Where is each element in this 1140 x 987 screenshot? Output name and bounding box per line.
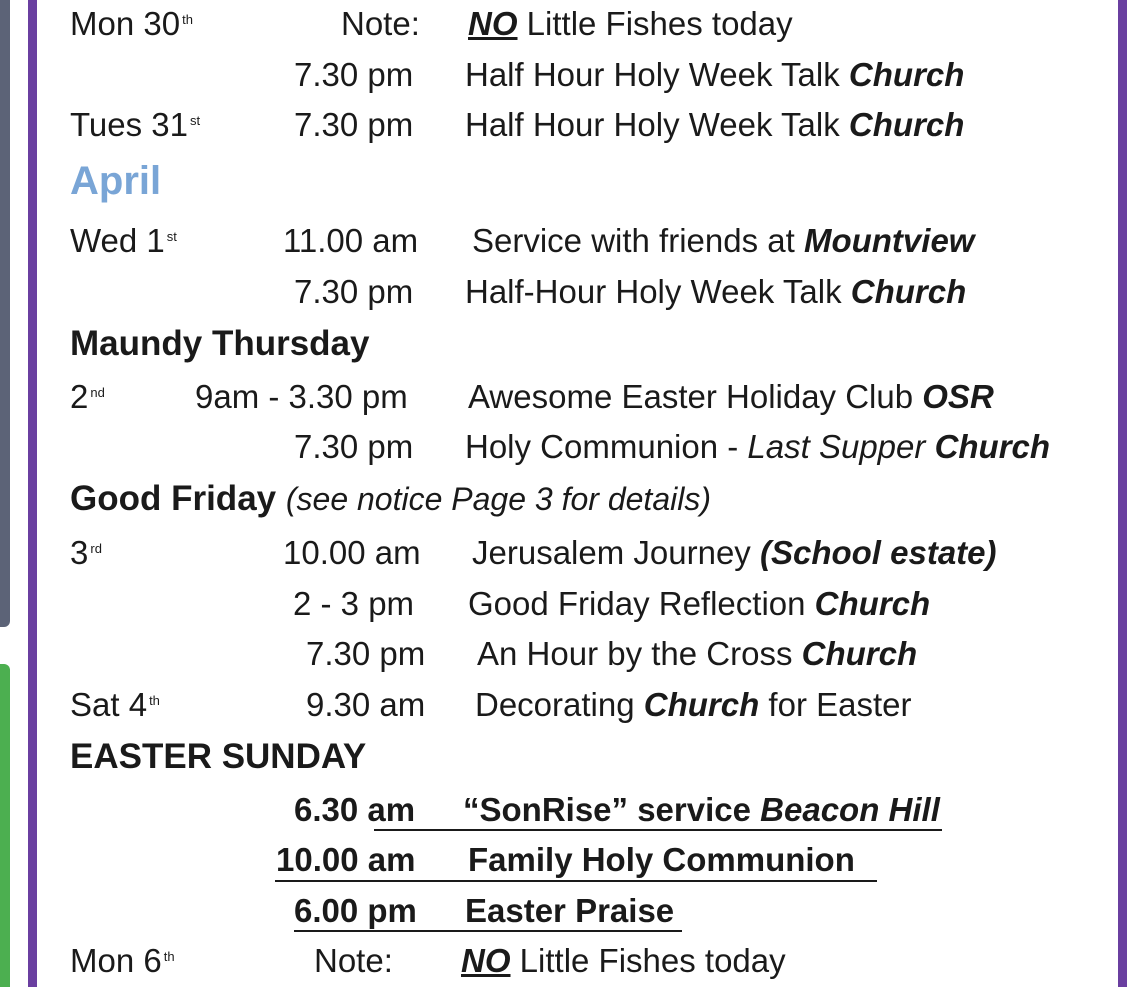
note-label: Note: — [314, 942, 393, 979]
event-time: 10.00 am — [283, 534, 421, 571]
event-description: “SonRise” service Beacon Hill — [463, 791, 940, 828]
event-time: 7.30 pm — [294, 106, 414, 143]
event-description: Half-Hour Holy Week Talk Church — [465, 273, 967, 310]
event-time: 6.30 am — [294, 791, 416, 828]
event-description: Holy Communion - Last Supper Church — [465, 428, 1051, 465]
day-label: 3 $^{rd}$ — [70, 534, 102, 571]
event-description: NO Little Fishes today — [461, 942, 786, 979]
event-time: 7.30 pm — [294, 428, 414, 465]
section-heading: Maundy Thursday — [70, 324, 370, 363]
event-description: Half Hour Holy Week Talk Church — [465, 106, 965, 143]
event-description: Decorating Church for Easter — [475, 686, 912, 723]
event-description: Half Hour Holy Week Talk Church — [465, 56, 965, 93]
event-time: 11.00 am — [283, 222, 419, 259]
underline-rule — [374, 829, 942, 831]
event-time: 9am - 3.30 pm — [195, 378, 408, 415]
event-time: 7.30 pm — [306, 635, 426, 672]
day-label: Sat 4 $^{th}$ — [70, 686, 160, 723]
event-time: 2 - 3 pm — [293, 585, 415, 622]
event-time: 7.30 pm — [294, 273, 414, 310]
event-time: 10.00 am — [276, 841, 416, 878]
event-time: 7.30 pm — [294, 56, 414, 93]
event-description: Awesome Easter Holiday Club OSR — [468, 378, 994, 415]
event-description: NO Little Fishes today — [468, 5, 793, 42]
frame-border-right — [1118, 0, 1127, 987]
event-time: 9.30 am — [306, 686, 426, 723]
day-label: 2 $^{nd}$ — [70, 378, 105, 415]
event-description: Family Holy Communion — [468, 841, 855, 878]
underline-rule — [275, 880, 877, 882]
event-time: 6.00 pm — [294, 892, 417, 929]
event-description: Jerusalem Journey (School estate) — [472, 534, 997, 571]
frame-border-left — [28, 0, 37, 987]
event-description: Easter Praise — [465, 892, 675, 929]
section-heading: EASTER SUNDAY — [70, 737, 367, 776]
event-description: Service with friends at Mountview — [472, 222, 975, 259]
day-label: Mon 6 $^{th}$ — [70, 942, 175, 979]
left-edge-bar — [0, 0, 10, 627]
underline-rule — [294, 930, 682, 932]
event-description: An Hour by the Cross Church — [477, 635, 918, 672]
day-label: Tues 31 $^{st}$ — [70, 106, 201, 143]
day-label: Wed 1 $^{st}$ — [70, 222, 177, 259]
month-heading: April — [70, 159, 162, 203]
event-description: Good Friday Reflection Church — [468, 585, 931, 622]
note-label: Note: — [341, 5, 420, 42]
left-edge-bar-green — [0, 664, 10, 987]
section-heading: Good Friday (see notice Page 3 for details) — [70, 479, 711, 518]
day-label: Mon 30 $^{th}$ — [70, 5, 193, 42]
